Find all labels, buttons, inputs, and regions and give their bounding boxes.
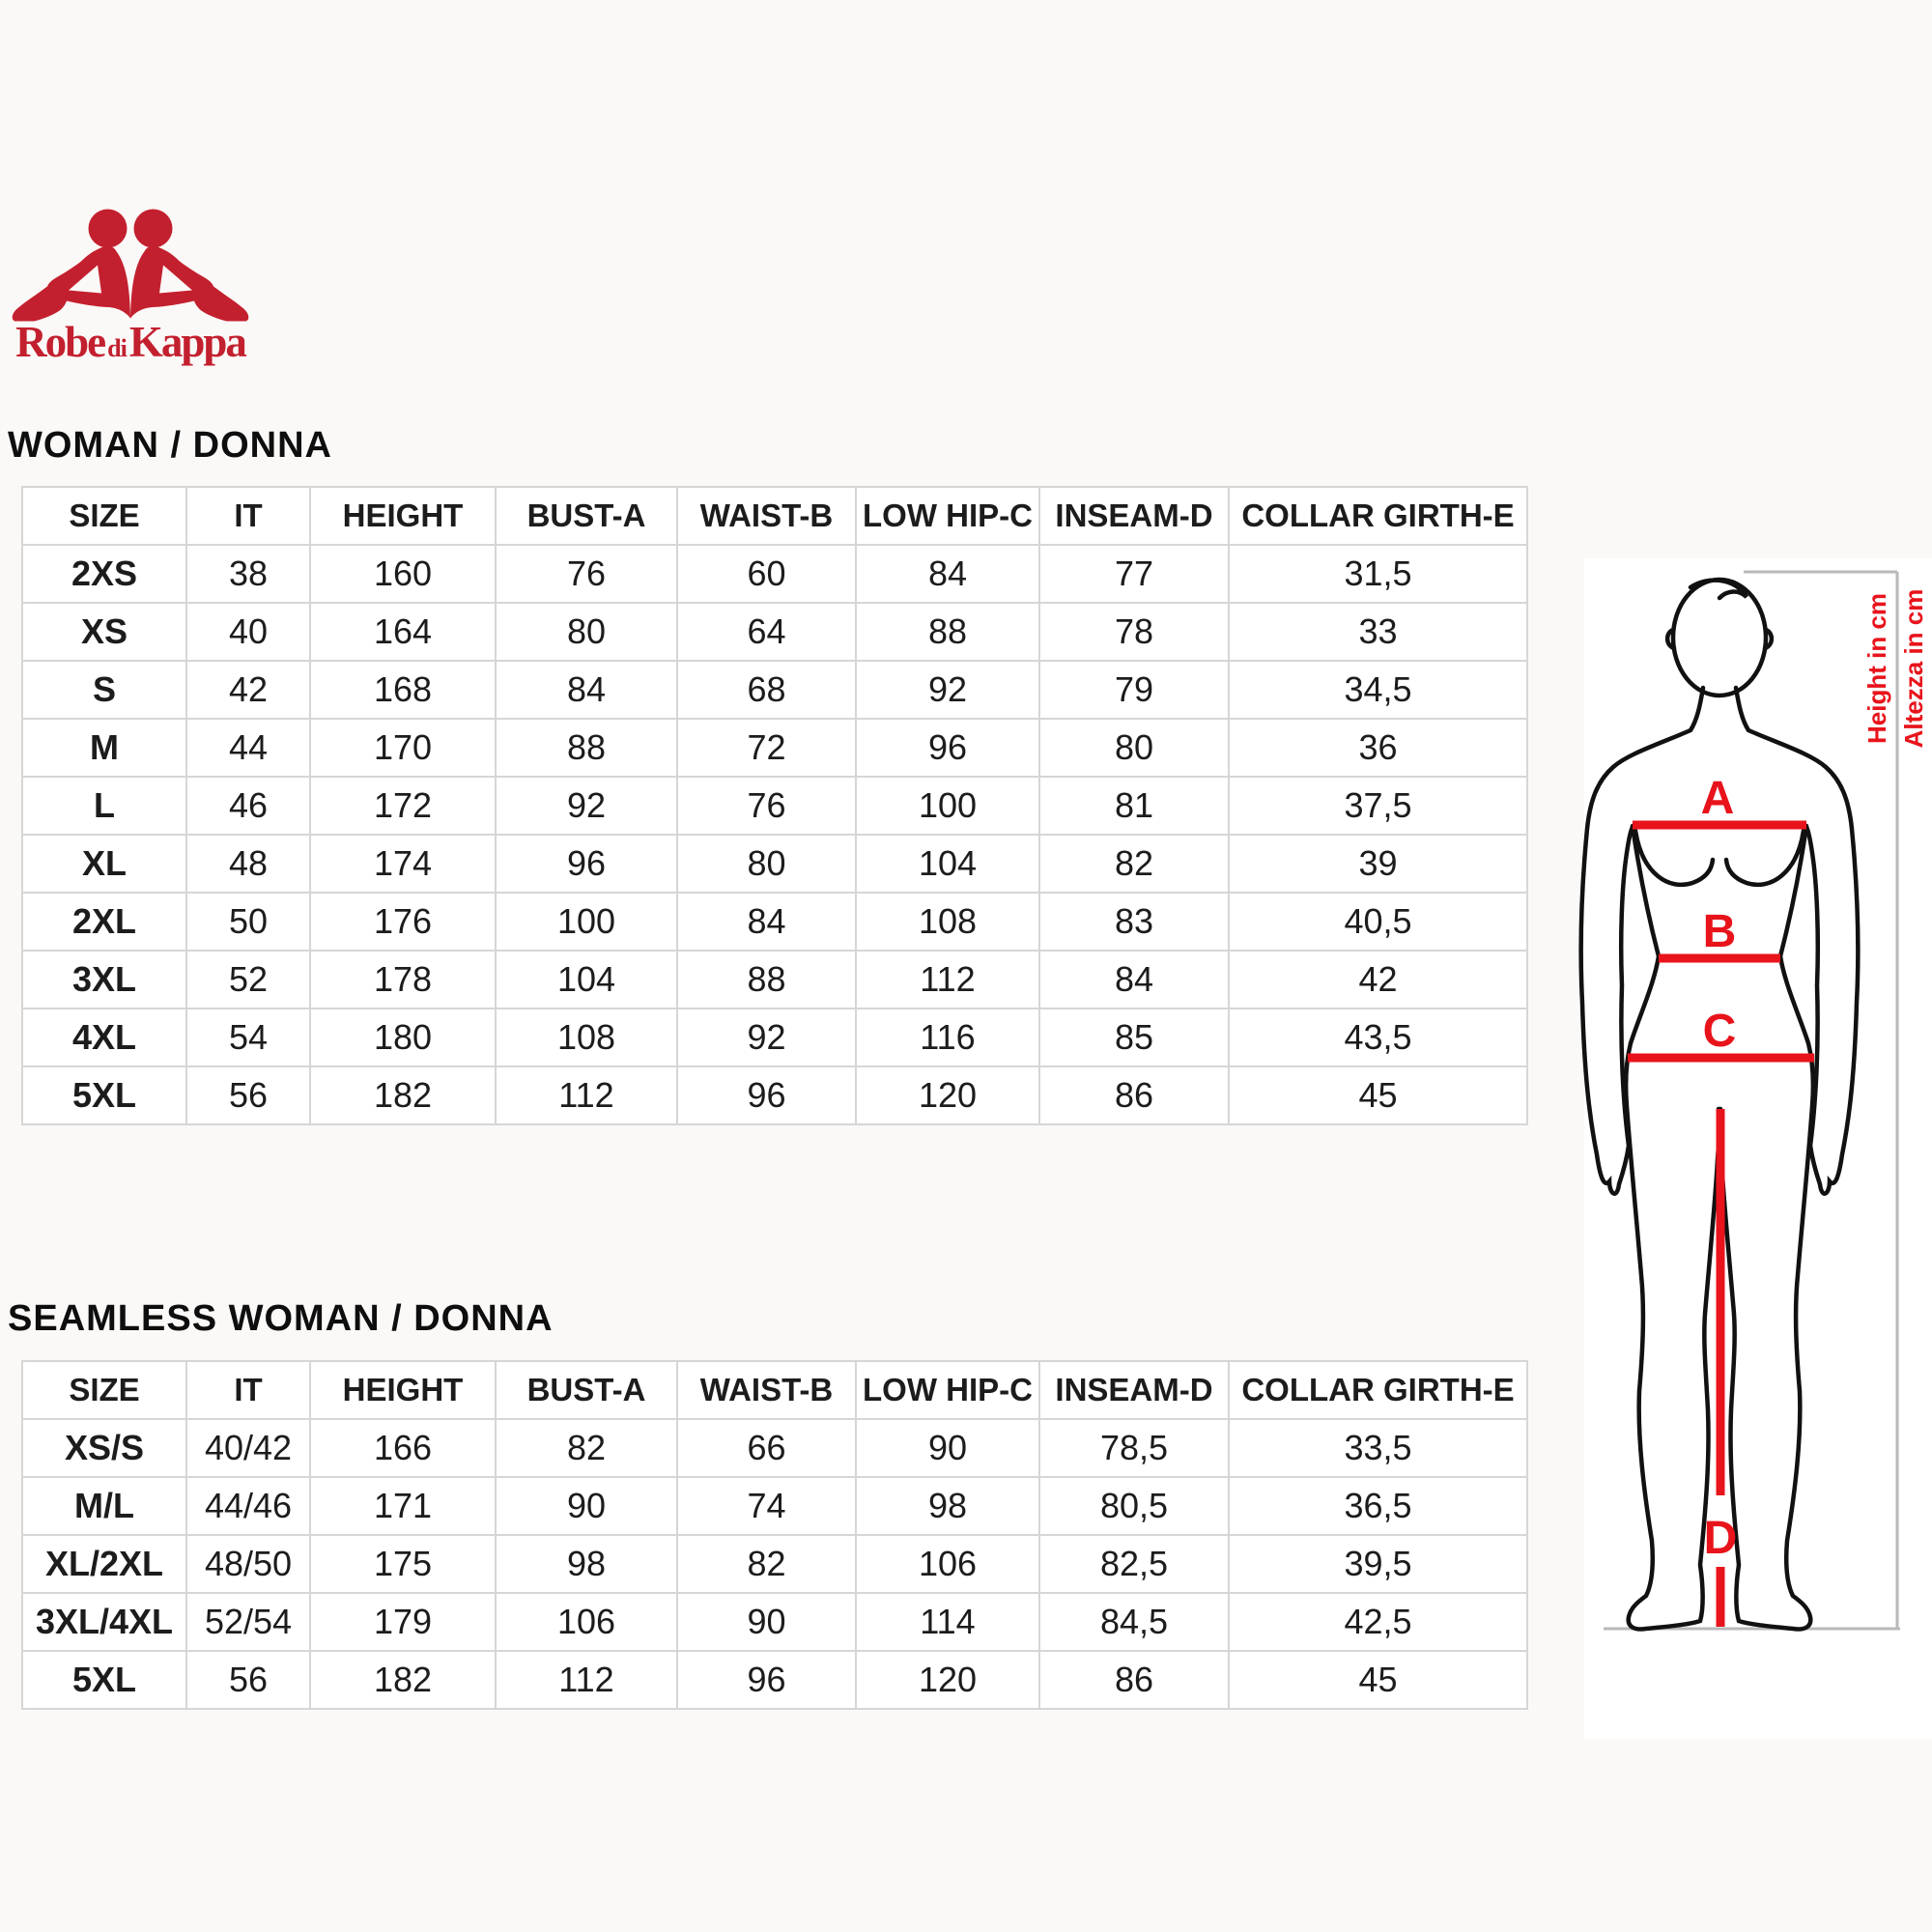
value-cell: 40,5: [1229, 893, 1527, 951]
value-cell: 39: [1229, 835, 1527, 893]
value-cell: 80: [677, 835, 856, 893]
value-cell: 80,5: [1039, 1477, 1229, 1535]
column-header: BUST-A: [496, 1361, 677, 1419]
inseam-label: D: [1703, 1513, 1738, 1564]
value-cell: 78: [1039, 603, 1229, 661]
value-cell: 108: [496, 1009, 677, 1066]
table-row: [22, 1066, 1527, 1124]
size-cell: XS: [22, 603, 186, 661]
column-header: LOW HIP-C: [856, 1361, 1039, 1419]
value-cell: 114: [856, 1593, 1039, 1651]
table-row: [22, 1009, 1527, 1066]
bust-label: A: [1700, 773, 1735, 824]
value-cell: 96: [677, 1651, 856, 1709]
height-in-cm-label: Height in cm: [1862, 592, 1891, 745]
value-cell: 92: [677, 1009, 856, 1066]
value-cell: 116: [856, 1009, 1039, 1066]
value-cell: 174: [310, 835, 496, 893]
size-cell: XL/2XL: [22, 1535, 186, 1593]
value-cell: 42: [1229, 951, 1527, 1009]
size-cell: 3XL/4XL: [22, 1593, 186, 1651]
kappa-sitting-figures-icon: [10, 203, 251, 325]
header-row: [22, 487, 1527, 545]
value-cell: 112: [856, 951, 1039, 1009]
table-row: [22, 1419, 1527, 1477]
value-cell: 84,5: [1039, 1593, 1229, 1651]
value-cell: 48/50: [186, 1535, 310, 1593]
value-cell: 66: [677, 1419, 856, 1477]
value-cell: 180: [310, 1009, 496, 1066]
value-cell: 44: [186, 719, 310, 777]
value-cell: 104: [496, 951, 677, 1009]
value-cell: 100: [856, 777, 1039, 835]
value-cell: 176: [310, 893, 496, 951]
column-header: COLLAR GIRTH-E: [1229, 1361, 1527, 1419]
column-header: IT: [186, 1361, 310, 1419]
header-row: [22, 1361, 1527, 1419]
value-cell: 78,5: [1039, 1419, 1229, 1477]
value-cell: 40: [186, 603, 310, 661]
value-cell: 90: [496, 1477, 677, 1535]
value-cell: 120: [856, 1651, 1039, 1709]
wordmark-robe: Robe: [15, 318, 105, 366]
value-cell: 160: [310, 545, 496, 603]
value-cell: 54: [186, 1009, 310, 1066]
column-header: BUST-A: [496, 487, 677, 545]
value-cell: 45: [1229, 1066, 1527, 1124]
seamless-size-table: [21, 1360, 1528, 1710]
value-cell: 43,5: [1229, 1009, 1527, 1066]
value-cell: 170: [310, 719, 496, 777]
value-cell: 98: [496, 1535, 677, 1593]
table-row: [22, 777, 1527, 835]
value-cell: 171: [310, 1477, 496, 1535]
value-cell: 38: [186, 545, 310, 603]
value-cell: 46: [186, 777, 310, 835]
column-header: SIZE: [22, 1361, 186, 1419]
value-cell: 42,5: [1229, 1593, 1527, 1651]
size-cell: 2XL: [22, 893, 186, 951]
size-cell: XL: [22, 835, 186, 893]
value-cell: 88: [856, 603, 1039, 661]
value-cell: 37,5: [1229, 777, 1527, 835]
size-cell: L: [22, 777, 186, 835]
size-cell: XS/S: [22, 1419, 186, 1477]
value-cell: 120: [856, 1066, 1039, 1124]
value-cell: 108: [856, 893, 1039, 951]
value-cell: 36,5: [1229, 1477, 1527, 1535]
value-cell: 98: [856, 1477, 1039, 1535]
column-header: INSEAM-D: [1039, 1361, 1229, 1419]
value-cell: 45: [1229, 1651, 1527, 1709]
value-cell: 60: [677, 545, 856, 603]
column-header: HEIGHT: [310, 1361, 496, 1419]
value-cell: 106: [856, 1535, 1039, 1593]
value-cell: 82: [496, 1419, 677, 1477]
value-cell: 40/42: [186, 1419, 310, 1477]
column-header: LOW HIP-C: [856, 487, 1039, 545]
value-cell: 96: [496, 835, 677, 893]
value-cell: 82: [1039, 835, 1229, 893]
table-row: [22, 545, 1527, 603]
value-cell: 44/46: [186, 1477, 310, 1535]
value-cell: 64: [677, 603, 856, 661]
size-cell: 5XL: [22, 1066, 186, 1124]
value-cell: 85: [1039, 1009, 1229, 1066]
woman-size-table: [21, 486, 1528, 1125]
table-row: [22, 603, 1527, 661]
value-cell: 96: [677, 1066, 856, 1124]
wordmark-di: di: [107, 334, 127, 362]
table-row: [22, 661, 1527, 719]
table-row: [22, 1593, 1527, 1651]
value-cell: 90: [677, 1593, 856, 1651]
value-cell: 92: [856, 661, 1039, 719]
value-cell: 172: [310, 777, 496, 835]
table-row: [22, 951, 1527, 1009]
value-cell: 74: [677, 1477, 856, 1535]
value-cell: 182: [310, 1651, 496, 1709]
value-cell: 81: [1039, 777, 1229, 835]
waist-label: B: [1702, 906, 1737, 957]
value-cell: 72: [677, 719, 856, 777]
value-cell: 52: [186, 951, 310, 1009]
size-cell: M: [22, 719, 186, 777]
value-cell: 92: [496, 777, 677, 835]
value-cell: 104: [856, 835, 1039, 893]
column-header: INSEAM-D: [1039, 487, 1229, 545]
size-cell: 3XL: [22, 951, 186, 1009]
value-cell: 50: [186, 893, 310, 951]
value-cell: 84: [856, 545, 1039, 603]
value-cell: 112: [496, 1651, 677, 1709]
value-cell: 52/54: [186, 1593, 310, 1651]
value-cell: 80: [1039, 719, 1229, 777]
value-cell: 68: [677, 661, 856, 719]
value-cell: 88: [677, 951, 856, 1009]
value-cell: 182: [310, 1066, 496, 1124]
value-cell: 175: [310, 1535, 496, 1593]
size-cell: 4XL: [22, 1009, 186, 1066]
value-cell: 48: [186, 835, 310, 893]
size-cell: 2XS: [22, 545, 186, 603]
value-cell: 56: [186, 1066, 310, 1124]
brand-wordmark: [8, 318, 253, 366]
table-row: [22, 1535, 1527, 1593]
value-cell: 80: [496, 603, 677, 661]
value-cell: 33: [1229, 603, 1527, 661]
value-cell: 179: [310, 1593, 496, 1651]
section-title-woman: WOMAN / DONNA: [8, 424, 332, 466]
value-cell: 76: [677, 777, 856, 835]
value-cell: 56: [186, 1651, 310, 1709]
table-row: [22, 1651, 1527, 1709]
value-cell: 31,5: [1229, 545, 1527, 603]
size-cell: 5XL: [22, 1651, 186, 1709]
table-row: [22, 1477, 1527, 1535]
value-cell: 84: [677, 893, 856, 951]
value-cell: 76: [496, 545, 677, 603]
value-cell: 106: [496, 1593, 677, 1651]
value-cell: 96: [856, 719, 1039, 777]
value-cell: 84: [1039, 951, 1229, 1009]
value-cell: 83: [1039, 893, 1229, 951]
female-body-outline-figure: [1546, 541, 1932, 1739]
value-cell: 86: [1039, 1066, 1229, 1124]
value-cell: 166: [310, 1419, 496, 1477]
table-row: [22, 719, 1527, 777]
value-cell: 112: [496, 1066, 677, 1124]
value-cell: 90: [856, 1419, 1039, 1477]
column-header: WAIST-B: [677, 1361, 856, 1419]
column-header: COLLAR GIRTH-E: [1229, 487, 1527, 545]
wordmark-kappa: Kappa: [128, 318, 245, 366]
value-cell: 42: [186, 661, 310, 719]
value-cell: 34,5: [1229, 661, 1527, 719]
value-cell: 79: [1039, 661, 1229, 719]
table-row: [22, 835, 1527, 893]
value-cell: 100: [496, 893, 677, 951]
altezza-in-cm-label: Altezza in cm: [1899, 588, 1928, 749]
measurement-diagram: [1546, 541, 1932, 1739]
table-row: [22, 893, 1527, 951]
value-cell: 86: [1039, 1651, 1229, 1709]
section-title-seamless: SEAMLESS WOMAN / DONNA: [8, 1297, 554, 1339]
size-cell: M/L: [22, 1477, 186, 1535]
brand-logo: [8, 203, 253, 364]
value-cell: 77: [1039, 545, 1229, 603]
low-hip-label: C: [1702, 1006, 1737, 1057]
value-cell: 168: [310, 661, 496, 719]
value-cell: 82: [677, 1535, 856, 1593]
value-cell: 84: [496, 661, 677, 719]
value-cell: 39,5: [1229, 1535, 1527, 1593]
value-cell: 36: [1229, 719, 1527, 777]
value-cell: 88: [496, 719, 677, 777]
value-cell: 33,5: [1229, 1419, 1527, 1477]
value-cell: 164: [310, 603, 496, 661]
value-cell: 178: [310, 951, 496, 1009]
column-header: HEIGHT: [310, 487, 496, 545]
size-cell: S: [22, 661, 186, 719]
column-header: IT: [186, 487, 310, 545]
column-header: WAIST-B: [677, 487, 856, 545]
value-cell: 82,5: [1039, 1535, 1229, 1593]
column-header: SIZE: [22, 487, 186, 545]
